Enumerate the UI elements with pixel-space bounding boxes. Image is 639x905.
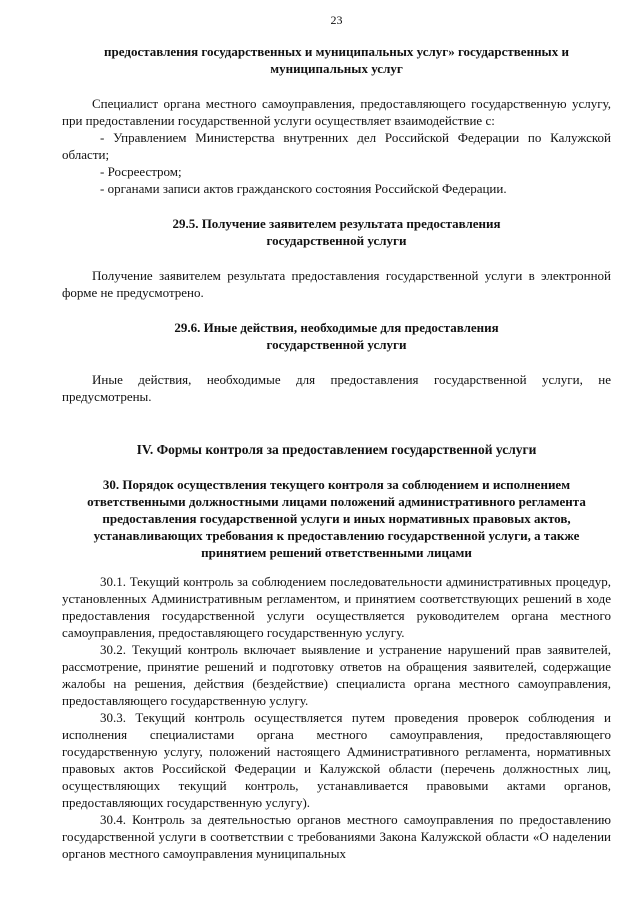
- clause-30-1: 30.1. Текущий контроль за соблюдением последовательности административных процедур, установленных Административным регламентом, и принятием соответствующих решений в ходе предоставления государственной услуги осуществляется руководителем органа местного самоуправления, предоставляющего государственную услугу.: [62, 574, 611, 640]
- clause-30-4: 30.4. Контроль за деятельностью органов местного самоуправления по предоставлению государственной услуги в соответствии с требованиями Закона Калужской области «О наделении органов местного самоуправления муниципальных: [62, 812, 611, 861]
- section-29-6-text: Иные действия, необходимые для предоставления государственной услуги, не предусмотрены.: [62, 372, 611, 404]
- page-number: 23: [330, 13, 343, 27]
- heading-continuation: предоставления государственных и муниципальных услуг» государственных и муниципальных услуг: [104, 44, 569, 76]
- chapter-iv-title: IV. Формы контроля за предоставлением государственной услуги: [136, 442, 537, 457]
- interaction-item-mvd: - Управлением Министерства внутренних дел Российской Федерации по Калужской области;: [62, 130, 611, 162]
- clause-30-3: 30.3. Текущий контроль осуществляется путем проведения проверок соблюдения и исполнения специалистами органа местного самоуправления, предоставляющего государственную услугу, положений настоящего Административного регламента, нормативных правовых актов Российской Федерации и Калужской области (перечень должностных лиц, осуществляющих текущий контроль, устанавливается правовыми актами органов, предоставляющих государственную услугу).: [62, 710, 611, 810]
- scan-speck: [540, 827, 542, 829]
- section-29-5-title: 29.5. Получение заявителем результата предоставления государственной услуги: [172, 216, 501, 248]
- section-29-5-text: Получение заявителем результата предоставления государственной услуги в электронной форме не предусмотрено.: [62, 268, 611, 300]
- section-29-6-title: 29.6. Иные действия, необходимые для предоставления государственной услуги: [174, 320, 499, 352]
- interaction-item-rosreestr: - Росреестром;: [100, 164, 182, 179]
- section-30-title: 30. Порядок осуществления текущего контроля за соблюдением и исполнением ответственными должностными лицами положений административного регламента предоставления государственной услуги и иных нормативных правовых актов, устанавливающих требования к предоставлению государственной услуги, а также принятием решений ответственными лицами: [87, 477, 586, 560]
- clause-30-2: 30.2. Текущий контроль включает выявление и устранение нарушений прав заявителей, рассмотрение, принятие решений и подготовку ответов на обращения заявителей, содержащие жалобы на решения, действия (бездействие) специалиста органа местного самоуправления, предоставляющего государственную услугу.: [62, 642, 611, 708]
- interaction-intro: Специалист органа местного самоуправления, предоставляющего государственную услугу, при предоставлении государственной услуги осуществляет взаимодействие с:: [62, 96, 611, 128]
- interaction-item-zags: - органами записи актов гражданского состояния Российской Федерации.: [100, 181, 507, 196]
